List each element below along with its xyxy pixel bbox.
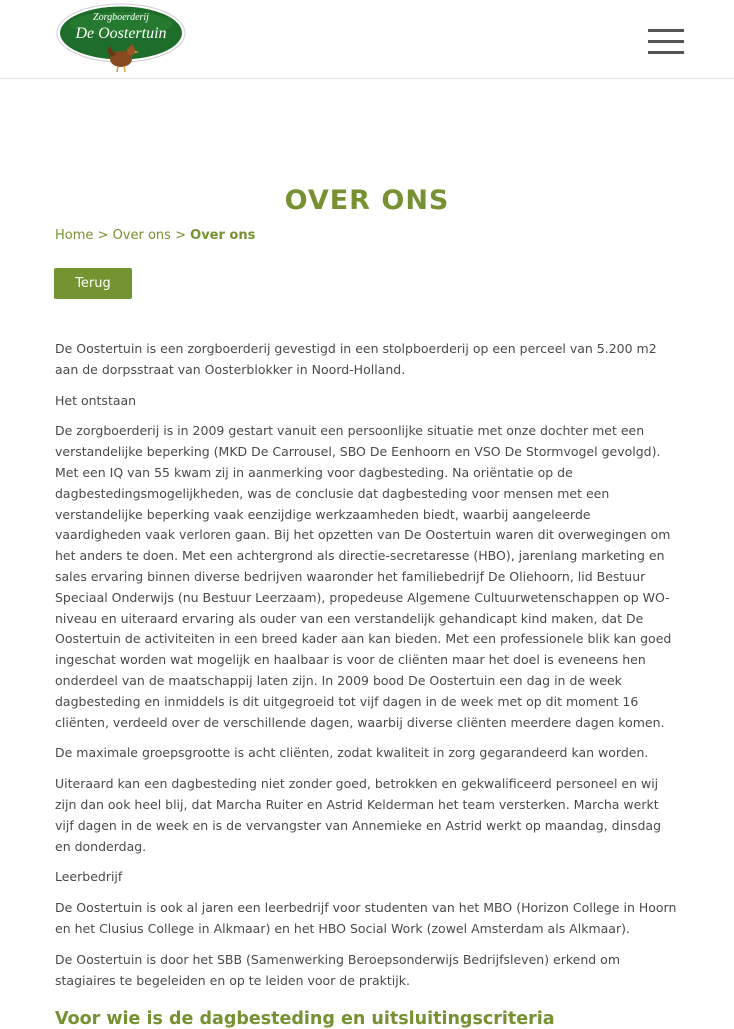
- page-title: OVER ONS: [284, 185, 450, 216]
- group-size-paragraph: De maximale groepsgrootte is acht cliënten, zodat kwaliteit in zorg gegarandeerd kan worden.: [55, 745, 649, 761]
- back-button[interactable]: Terug: [54, 268, 132, 299]
- breadcrumb-separator: >: [97, 228, 109, 243]
- site-header: [0, 0, 734, 79]
- subheading-leerbedrijf: Leerbedrijf: [55, 869, 123, 885]
- breadcrumb-over-ons[interactable]: Over ons: [112, 228, 171, 243]
- hamburger-menu-icon[interactable]: [648, 29, 686, 55]
- logo-graphic: [55, 2, 187, 74]
- site-logo[interactable]: [55, 2, 187, 74]
- history-paragraph: De zorgboerderij is in 2009 gestart vanuit een persoonlijke situatie met onze dochter met een verstandelijke beperking (MKD De Carrousel, SBO De Eenhoorn en VSO De Stormvogel gevolgd). Met een IQ van 55 kwam zij in aanmerking voor dagbesteding. Na oriëntatie op de dagbestedingsmogelijkheden, was de conclusie dat dagbesteding voor mensen met een verstandelijke beperking vaak eenzijdige werkzaamheden biedt, waarbij aangeleerde vaardigheden vaak verloren gaan. Bij het opzetten van De Oostertuin waren dit overwegingen om het anders te doen. Met een achtergrond als directie-secretaresse (HBO), jarenlang marketing en sales ervaring binnen diverse bedrijven waaronder het familiebedrijf De Oliehoorn, lid Bestuur Speciaal Onderwijs (nu Bestuur Leerzaam), propedeuse Algemene Cultuurwetenschappen op WO-niveau en uiteraard ervaring als ouder van een verstandelijk gehandicapt kind maken, dat De Oostertuin de activiteiten in een breed kader aan kan bieden. Met een professionele blik kan goed ingeschat worden wat mogelijk en haalbaar is voor de cliënten maar het doel is eveneens hen onderdeel van de maatschappij laten zijn. In 2009 bood De Oostertuin een dag in de week dagbesteding en inmiddels is dit uitgegroeid tot vijf dagen in de week met op dit moment 16 cliënten, verdeeld over de verschillende dagen, waarbij diverse cliënten meerdere dagen komen.: [55, 423, 672, 730]
- main-content: [55, 339, 680, 1029]
- breadcrumb-home[interactable]: Home: [55, 228, 94, 243]
- logo-line1: Zorgboerderij: [93, 12, 149, 23]
- intro-paragraph: De Oostertuin is een zorgboerderij gevestigd in een stolpboerderij op een perceel van 5.200 m2 aan de dorpsstraat van Oosterblokker in Noord-Holland.: [55, 341, 657, 377]
- sbb-paragraph: De Oostertuin is door het SBB (Samenwerking Beroepsonderwijs Bedrijfsleven) erkend om stagiaires te begeleiden en op te leiden voor de praktijk.: [55, 951, 621, 988]
- logo-line2: De Oostertuin: [75, 25, 167, 42]
- learning-company-paragraph: De Oostertuin is ook al jaren een leerbedrijf voor studenten van het MBO (Horizon College in Hoorn en het Clusius College in Alkmaar) en het HBO Social Work (zowel Amsterdam als Alkmaar).: [55, 900, 677, 936]
- subheading-ontstaan: Het ontstaan: [55, 392, 137, 408]
- staff-paragraph: Uiteraard kan een dagbesteding niet zonder goed, betrokken en gekwalificeerd personeel en wij zijn dan ook heel blij, dat Marcha Ruiter en Astrid Kelderman het team versterken. Marcha werkt vijf dagen in de week en is de vervangster van Annemieke en Astrid werkt op maandag, dinsdag en donderdag.: [55, 776, 662, 854]
- breadcrumb: [55, 228, 255, 243]
- breadcrumb-separator: >: [175, 228, 186, 243]
- breadcrumb-current: Over ons: [190, 228, 256, 243]
- section-heading: Voor wie is de dagbesteding en uitsluitingscriteria: [55, 1009, 555, 1029]
